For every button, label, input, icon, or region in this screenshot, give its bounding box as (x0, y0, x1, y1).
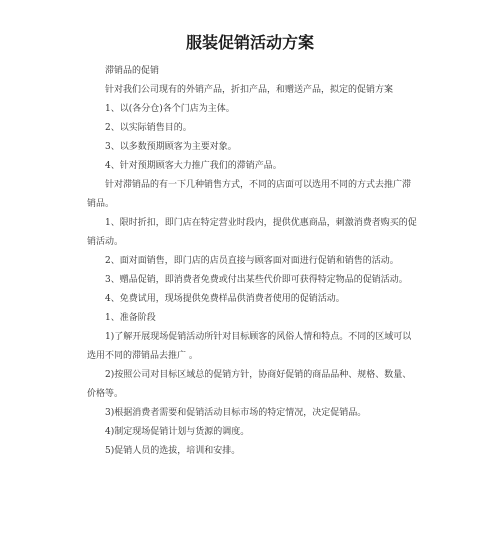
paragraph: 4、针对预期顾客大力推广我们的滞销产品。 (105, 161, 282, 171)
paragraph: 4、免费试用，现场提供免费样品供消费者使用的促销活动。 (105, 294, 345, 304)
paragraph: 5)促销人员的选拔，培训和安排。 (105, 446, 241, 456)
paragraph: 4)制定现场促销计划与货源的调度。 (105, 427, 250, 437)
paragraph: 3)根据消费者需要和促销活动目标市场的特定情况，决定促销品。 (105, 408, 367, 418)
paragraph: 针对滞销品的有一下几种销售方式，不同的店面可以选用不同的方式去推广滞销品。 (87, 180, 412, 209)
paragraph: 1、准备阶段 (105, 313, 156, 323)
paragraph: 2)按照公司对目标区域总的促销方针，协商好促销的商品品种、规格、数量、价格等。 (87, 370, 412, 399)
paragraph: 1)了解开展现场促销活动所针对目标顾客的风俗人情和特点。不同的区域可以选用不同的滞销品去推广 。 (87, 332, 412, 361)
paragraph: 2、面对面销售，即门店的店员直接与顾客面对面进行促销和销售的活动。 (105, 256, 399, 266)
paragraph: 2、以实际销售目的。 (105, 123, 192, 133)
document-body (87, 62, 417, 461)
paragraph: 3、赠品促销，即消费者免费或付出某些代价即可获得特定物品的促销活动。 (105, 275, 408, 285)
paragraph: 1、以(各分仓)各个门店为主体。 (105, 104, 235, 114)
paragraph: 针对我们公司现有的外销产品，折扣产品，和赠送产品，拟定的促销方案 (105, 85, 394, 95)
paragraph: 3、以多数预期顾客为主要对象。 (105, 142, 237, 152)
paragraph: 1、限时折扣，即门店在特定营业时段内，提供优惠商品，刺激消费者购买的促销活动。 (87, 218, 417, 247)
paragraph: 滞销品的促销 (105, 66, 160, 76)
document-title: 服装促销活动方案 (185, 33, 314, 52)
